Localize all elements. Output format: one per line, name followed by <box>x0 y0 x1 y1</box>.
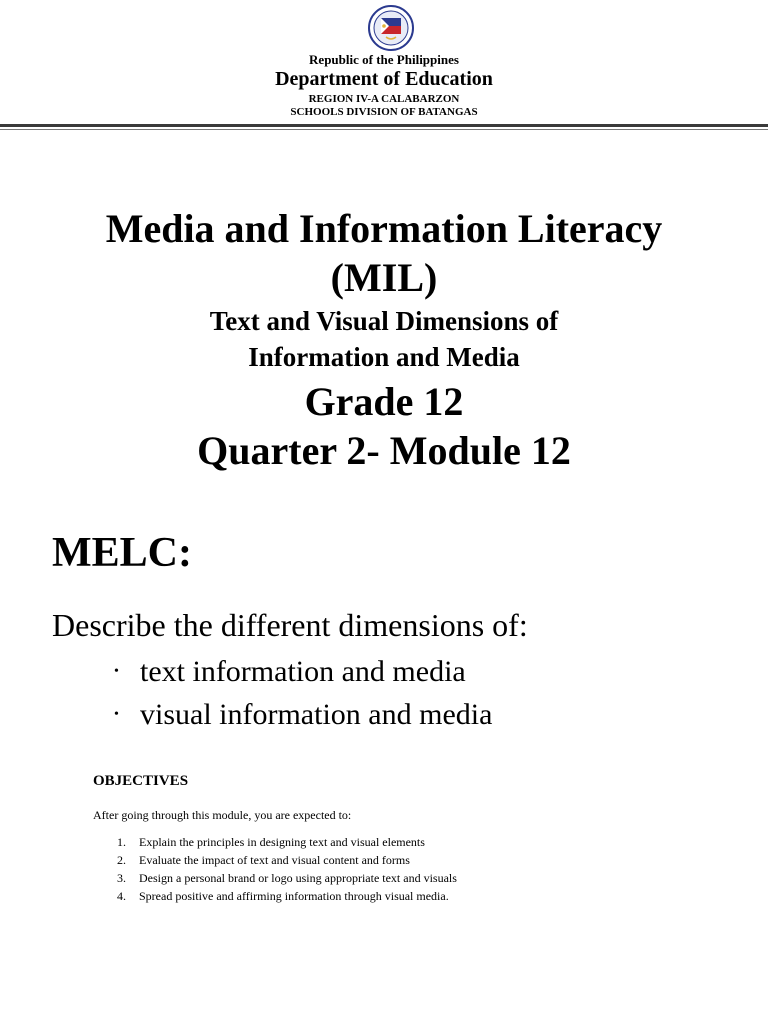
subject-title-line1: Media and Information Literacy <box>105 206 663 251</box>
objective-text: Evaluate the impact of text and visual content and forms <box>139 853 410 867</box>
bullet-icon: • <box>114 664 119 679</box>
bullet-icon: • <box>114 707 119 722</box>
melc-description: Describe the different dimensions of: <box>52 607 528 643</box>
grade-label: Grade 12 <box>304 379 464 424</box>
objectives-intro: After going through this module, you are expected to: <box>93 808 352 822</box>
quarter-module-label: Quarter 2- Module 12 <box>197 428 571 473</box>
objective-number: 3. <box>117 871 126 885</box>
objective-number: 1. <box>117 835 126 849</box>
objective-text: Spread positive and affirming information through visual media. <box>139 889 449 903</box>
melc-item-text: text information and media <box>140 655 466 688</box>
objective-number: 4. <box>117 889 126 903</box>
division-label: SCHOOLS DIVISION OF BATANGAS <box>290 106 478 118</box>
header-divider-thin <box>0 129 768 130</box>
deped-seal-icon <box>356 4 426 52</box>
header-divider-thick <box>0 124 768 127</box>
objective-text: Explain the principles in designing text and visual elements <box>139 835 425 849</box>
objective-text: Design a personal brand or logo using appropriate text and visuals <box>139 871 457 885</box>
subject-title-line2: (MIL) <box>330 255 438 300</box>
objectives-heading: OBJECTIVES <box>93 773 189 789</box>
melc-item-text: visual information and media <box>140 698 493 731</box>
region-label: REGION IV-A CALABARZON <box>308 93 460 105</box>
melc-heading: MELC: <box>52 530 192 576</box>
republic-label: Republic of the Philippines <box>309 52 459 67</box>
module-subtitle-line2: Information and Media <box>248 342 520 372</box>
module-subtitle-line1: Text and Visual Dimensions of <box>209 306 559 336</box>
department-label: Department of Education <box>275 68 493 90</box>
objective-number: 2. <box>117 853 126 867</box>
